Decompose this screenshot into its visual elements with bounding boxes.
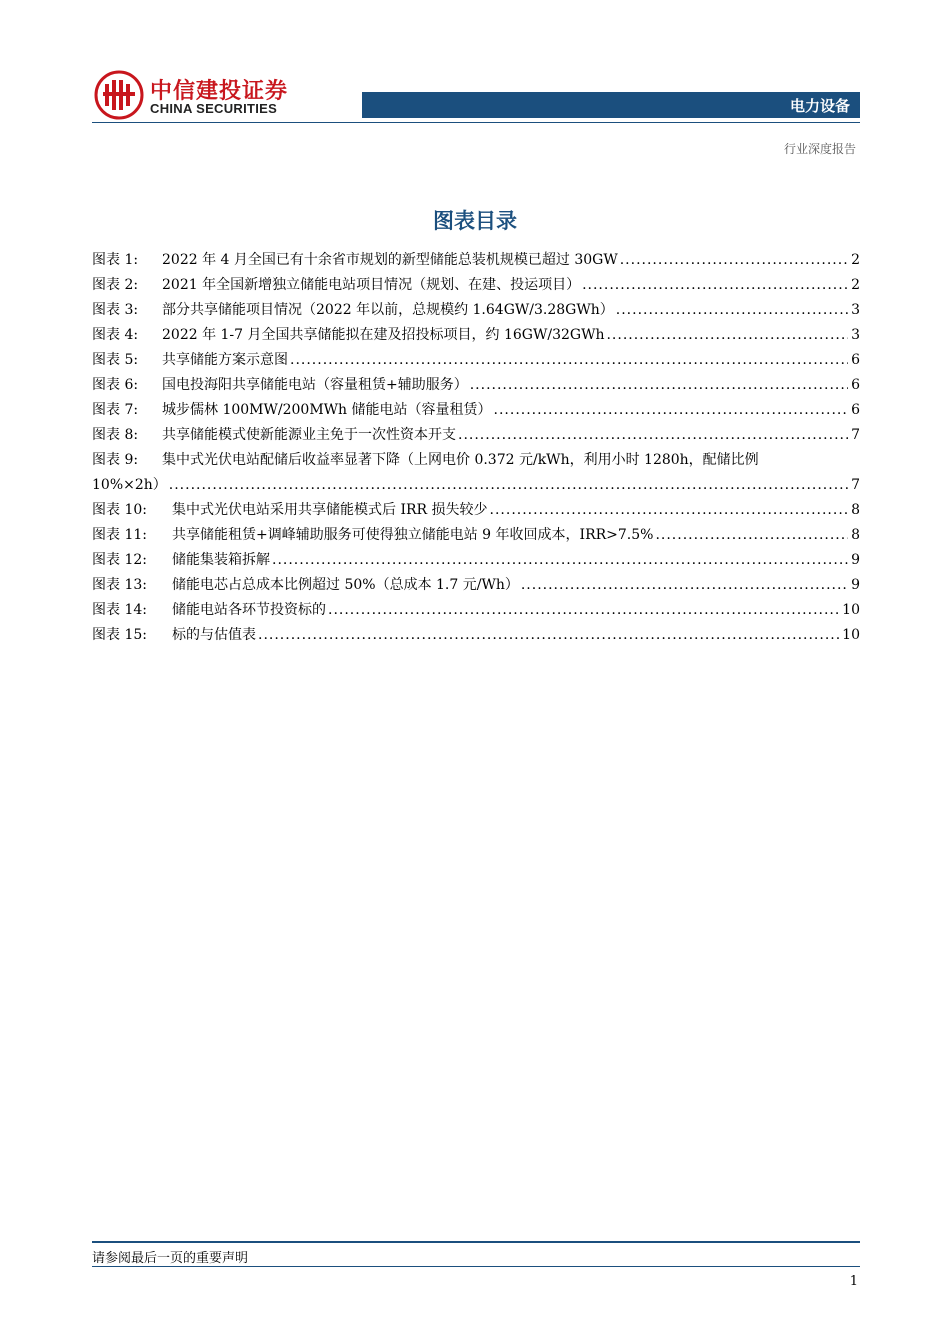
toc-entry-text: 部分共享储能项目情况（2022 年以前，总规模约 1.64GW/3.28GWh） — [162, 302, 614, 318]
toc-entry-page: 10 — [842, 627, 860, 643]
header-divider — [92, 122, 860, 123]
toc-entry-page: 3 — [851, 327, 860, 343]
toc-entry-page: 3 — [851, 302, 860, 318]
toc-entry-page: 10 — [842, 602, 860, 618]
toc-entry-label: 图表 8: — [92, 427, 139, 443]
toc-entry-page: 6 — [851, 402, 860, 418]
toc-entry-text: 标的与估值表 — [172, 627, 256, 643]
toc-entry-text: 国电投海阳共享储能电站（容量租赁+辅助服务） — [162, 377, 468, 393]
toc-entry-text: 集中式光伏电站配储后收益率显著下降（上网电价 0.372 元/kWh，利用小时 1280h，配储比例 — [162, 452, 759, 468]
toc-entry[interactable] — [92, 623, 860, 648]
toc-entry-page: 8 — [851, 502, 860, 518]
footer-divider-thin — [92, 1266, 860, 1267]
toc-entry[interactable] — [92, 573, 860, 598]
toc-entry-label: 图表 9: — [92, 452, 139, 468]
leader-dots — [606, 323, 848, 348]
toc-entry-page: 7 — [851, 427, 860, 443]
brand-name-en: CHINA SECURITIES — [150, 101, 278, 116]
toc-entry-text: 共享储能方案示意图 — [162, 352, 288, 368]
toc-entry[interactable] — [92, 348, 860, 373]
leader-dots — [490, 498, 848, 523]
report-type: 行业深度报告 — [783, 142, 856, 156]
toc-entry-text: 共享储能租赁+调峰辅助服务可使得独立储能电站 9 年收回成本，IRR>7.5% — [172, 527, 654, 543]
toc-entry-label: 图表 5: — [92, 352, 139, 368]
toc-entry[interactable] — [92, 548, 860, 573]
brand-name-cn: 中信建投证券 — [150, 79, 289, 104]
page-number: 1 — [849, 1274, 858, 1289]
toc-entry-text: 2021 年全国新增独立储能电站项目情况（规划、在建、投运项目） — [162, 277, 581, 293]
toc-entry-text: 城步儒林 100MW/200MWh 储能电站（容量租赁） — [162, 402, 492, 418]
toc-entry-page: 8 — [851, 527, 860, 543]
toc-entry-text: 集中式光伏电站采用共享储能模式后 IRR 损失较少 — [172, 502, 488, 518]
toc-entry-label: 图表 3: — [92, 302, 139, 318]
toc-entry-text: 共享储能模式使新能源业主免于一次性资本开支 — [162, 427, 456, 443]
toc-entry-page: 2 — [851, 252, 860, 268]
leader-dots — [655, 523, 848, 548]
toc-entry-page: 9 — [851, 577, 860, 593]
leader-dots — [470, 373, 848, 398]
leader-dots — [582, 273, 848, 298]
leader-dots — [521, 573, 848, 598]
toc-entry-label: 图表 6: — [92, 377, 139, 393]
toc-entry[interactable] — [92, 498, 860, 523]
company-logo — [94, 70, 304, 122]
toc-entry-label: 图表 10: — [92, 502, 147, 518]
leader-dots — [458, 423, 848, 448]
toc-entry-label: 图表 13: — [92, 577, 147, 593]
citic-logo-icon — [94, 70, 144, 120]
leader-dots — [258, 623, 840, 648]
toc-entry-text: 2022 年 4 月全国已有十余省市规划的新型储能总装机规模已超过 30GW — [162, 252, 618, 268]
toc-title: 图表目录 — [433, 209, 517, 233]
toc-entry[interactable] — [92, 373, 860, 398]
toc-entry[interactable] — [92, 323, 860, 348]
toc-entry[interactable] — [92, 298, 860, 323]
sector-label: 电力设备 — [789, 97, 850, 115]
toc-entry-text: 储能电站各环节投资标的 — [172, 602, 326, 618]
toc-entry-label: 图表 15: — [92, 627, 147, 643]
toc-entry[interactable] — [92, 248, 860, 273]
toc-entry[interactable] — [92, 598, 860, 623]
toc-entry-continuation[interactable] — [92, 473, 860, 498]
toc-entry[interactable] — [92, 398, 860, 423]
toc-entry-page: 6 — [851, 352, 860, 368]
toc-entry-label: 图表 12: — [92, 552, 147, 568]
toc-entry-label: 图表 4: — [92, 327, 139, 343]
toc-entry-text: 储能集装箱拆解 — [172, 552, 270, 568]
toc-entry-label: 图表 14: — [92, 602, 147, 618]
toc-entry[interactable] — [92, 523, 860, 548]
toc-entry-text: 储能电芯占总成本比例超过 50%（总成本 1.7 元/Wh） — [172, 577, 519, 593]
toc-entry[interactable] — [92, 423, 860, 448]
toc-entry-label: 图表 2: — [92, 277, 139, 293]
toc-entry-label: 图表 11: — [92, 527, 147, 543]
toc-entry-label: 图表 1: — [92, 252, 139, 268]
leader-dots — [290, 348, 848, 373]
leader-dots — [328, 598, 840, 623]
toc-entry-page: 9 — [851, 552, 860, 568]
leader-dots — [620, 248, 848, 273]
disclaimer-note: 请参阅最后一页的重要声明 — [92, 1251, 249, 1266]
toc-entry[interactable] — [92, 448, 860, 473]
leader-dots — [169, 473, 849, 498]
leader-dots — [616, 298, 848, 323]
footer-divider — [92, 1241, 860, 1243]
leader-dots — [272, 548, 848, 573]
toc-entry-text: 2022 年 1-7 月全国共享储能拟在建及招投标项目，约 16GW/32GWh — [162, 327, 605, 343]
toc-entry-continuation-text: 10%×2h） — [92, 477, 167, 493]
toc-entry-page: 6 — [851, 377, 860, 393]
table-of-figures — [92, 248, 860, 648]
leader-dots — [494, 398, 848, 423]
toc-entry-page: 7 — [851, 477, 860, 493]
toc-entry-page: 2 — [851, 277, 860, 293]
sector-banner — [362, 92, 860, 118]
toc-entry-label: 图表 7: — [92, 402, 139, 418]
toc-entry[interactable] — [92, 273, 860, 298]
